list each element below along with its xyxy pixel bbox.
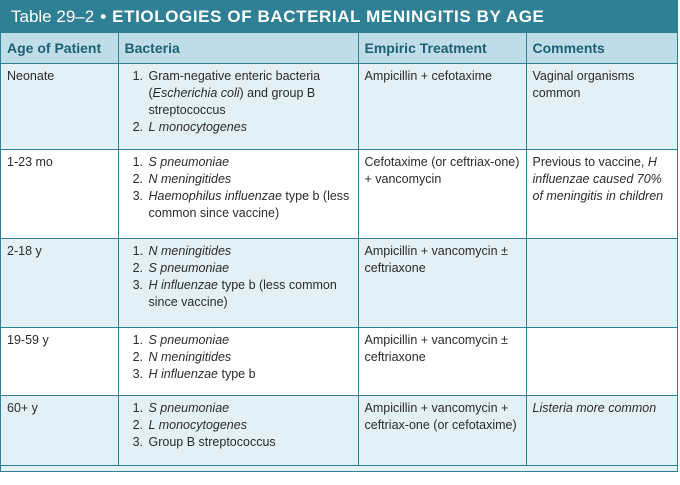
- bacteria-item: 1. N meningitides: [147, 243, 352, 260]
- bacteria-list: [125, 332, 352, 383]
- table-title: [1, 1, 677, 33]
- bacteria-list: [125, 400, 352, 451]
- bacteria-item: 3. H influenzae type b (less common since vaccine): [147, 277, 352, 311]
- age-cell: 60+ y: [1, 396, 118, 466]
- bacteria-list: [125, 243, 352, 311]
- bacteria-item: 2. S pneumoniae: [147, 260, 352, 277]
- age-cell: Neonate: [1, 64, 118, 150]
- age-cell: 2-18 y: [1, 239, 118, 328]
- bacteria-item: 2. N meningitides: [147, 171, 352, 188]
- table-row: [1, 396, 677, 466]
- comment-cell: Listeria more common: [526, 396, 677, 466]
- treatment-cell: Ampicillin + vancomycin + ceftriax-one (or cefotaxime): [358, 396, 526, 466]
- bacteria-item: 2. N meningitides: [147, 349, 352, 366]
- comment-cell: [526, 328, 677, 396]
- bacteria-item: 1. S pneumoniae: [147, 400, 352, 417]
- table-number: Table 29–2: [11, 7, 95, 26]
- bacteria-list: [125, 154, 352, 222]
- treatment-cell: Ampicillin + vancomycin ± ceftriaxone: [358, 328, 526, 396]
- header-age: Age of Patient: [1, 33, 118, 64]
- meningitis-table: [1, 33, 677, 466]
- title-bullet: •: [100, 7, 107, 26]
- bacteria-item: 2. L monocytogenes: [147, 417, 352, 434]
- header-treatment: Empiric Treatment: [358, 33, 526, 64]
- bacteria-item: 2. L monocytogenes: [147, 119, 352, 136]
- bacteria-cell: [118, 396, 358, 466]
- bacteria-cell: [118, 64, 358, 150]
- treatment-cell: Ampicillin + vancomycin ± ceftriaxone: [358, 239, 526, 328]
- bacteria-item: 3. Haemophilus influenzae type b (less common since vaccine): [147, 188, 352, 222]
- table-row: [1, 64, 677, 150]
- bacteria-cell: [118, 150, 358, 239]
- treatment-cell: Ampicillin + cefotaxime: [358, 64, 526, 150]
- bacteria-item: 3. H influenzae type b: [147, 366, 352, 383]
- age-cell: 1-23 mo: [1, 150, 118, 239]
- age-cell: 19-59 y: [1, 328, 118, 396]
- bacteria-cell: [118, 239, 358, 328]
- bacteria-item: 1. S pneumoniae: [147, 154, 352, 171]
- table-row: [1, 150, 677, 239]
- bacteria-item: 1. Gram-negative enteric bacteria (Escherichia coli) and group B streptococcus: [147, 68, 352, 119]
- table-heading: ETIOLOGIES OF BACTERIAL MENINGITIS BY AGE: [112, 7, 545, 26]
- table-row: [1, 239, 677, 328]
- comment-cell: Previous to vaccine, H influenzae caused 70% of meningitis in children: [526, 150, 677, 239]
- header-bacteria: Bacteria: [118, 33, 358, 64]
- bacteria-item: 1. S pneumoniae: [147, 332, 352, 349]
- bacteria-item: 3. Group B streptococcus: [147, 434, 352, 451]
- bacteria-cell: [118, 328, 358, 396]
- header-comments: Comments: [526, 33, 677, 64]
- table-row: [1, 328, 677, 396]
- comment-cell: [526, 239, 677, 328]
- comment-cell: Vaginal organisms common: [526, 64, 677, 150]
- treatment-cell: Cefotaxime (or ceftriax-one) + vancomycin: [358, 150, 526, 239]
- header-row: [1, 33, 677, 64]
- bacteria-list: [125, 68, 352, 136]
